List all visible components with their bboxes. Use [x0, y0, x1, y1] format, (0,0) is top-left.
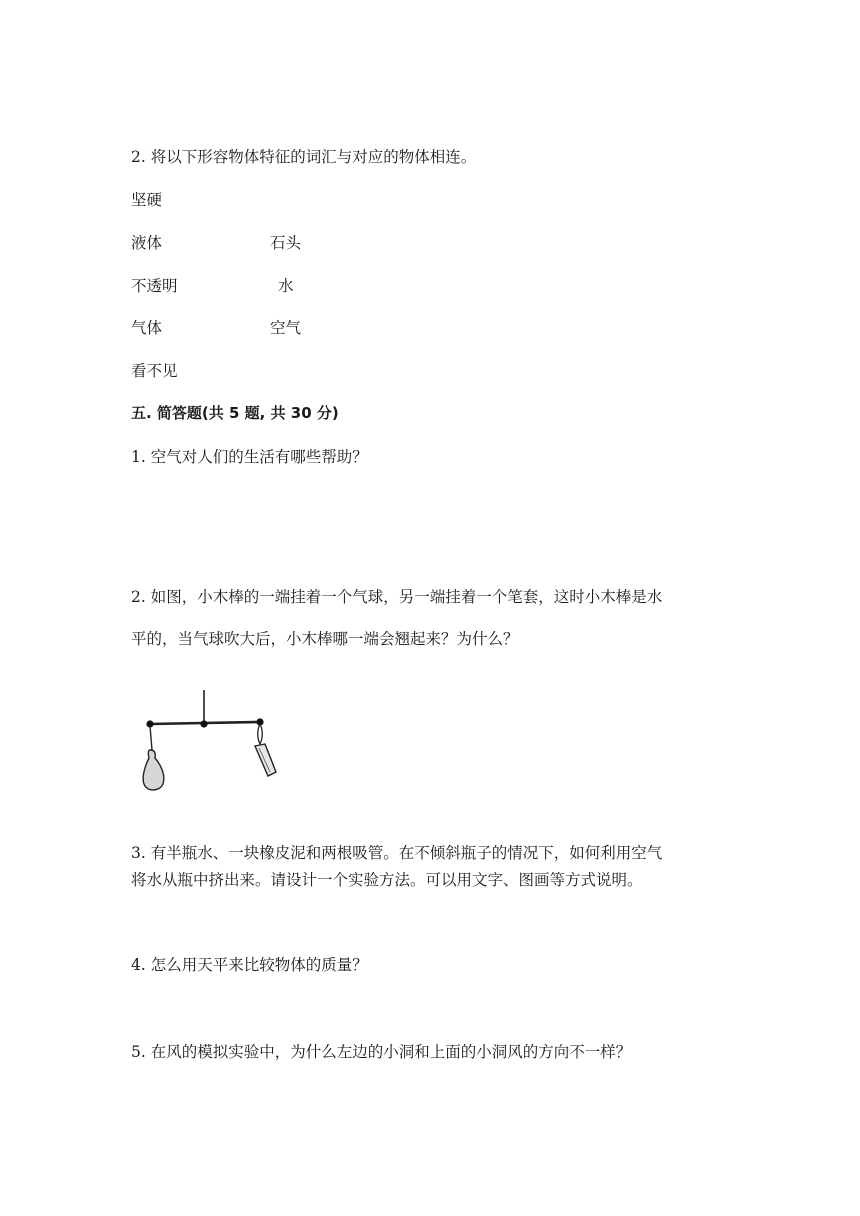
matching-question: 2. 将以下形容物体特征的词汇与对应的物体相连。 — [131, 148, 477, 166]
object-water: 水 — [278, 277, 294, 295]
section-heading: 五. 简答题(共 5 题, 共 30 分) — [131, 404, 339, 422]
balloon-icon — [143, 750, 164, 790]
pen-cap-icon — [255, 744, 276, 776]
stick-pivot — [200, 720, 207, 727]
question-4: 4. 怎么用天平来比较物体的质量？ — [131, 956, 368, 974]
term-gas: 气体 — [131, 319, 163, 337]
question-3-line-2: 将水从瓶中挤出来。请设计一个实验方法。可以用文字、图画等方式说明。 — [131, 871, 643, 889]
question-3-line-1: 3. 有半瓶水、一块橡皮泥和两根吸管。在不倾斜瓶子的情况下，如何利用空气 — [131, 844, 663, 862]
object-stone: 石头 — [270, 234, 302, 252]
balloon-string — [150, 726, 152, 750]
question-2-line-2: 平的，当气球吹大后，小木棒哪一端会翘起来？为什么？ — [131, 630, 519, 648]
term-hard: 坚硬 — [131, 191, 163, 209]
question-1: 1. 空气对人们的生活有哪些帮助？ — [131, 448, 368, 466]
term-opaque: 不透明 — [131, 277, 178, 295]
pen-cap-clip — [258, 724, 263, 744]
balance-stick-figure — [138, 688, 283, 798]
object-air: 空气 — [270, 319, 302, 337]
question-5: 5. 在风的模拟实验中，为什么左边的小洞和上面的小洞风的方向不一样？ — [131, 1043, 632, 1061]
term-liquid: 液体 — [131, 234, 163, 252]
term-invisible: 看不见 — [131, 362, 178, 380]
question-2-line-1: 2. 如图，小木棒的一端挂着一个气球，另一端挂着一个笔套，这时小木棒是水 — [131, 588, 663, 606]
